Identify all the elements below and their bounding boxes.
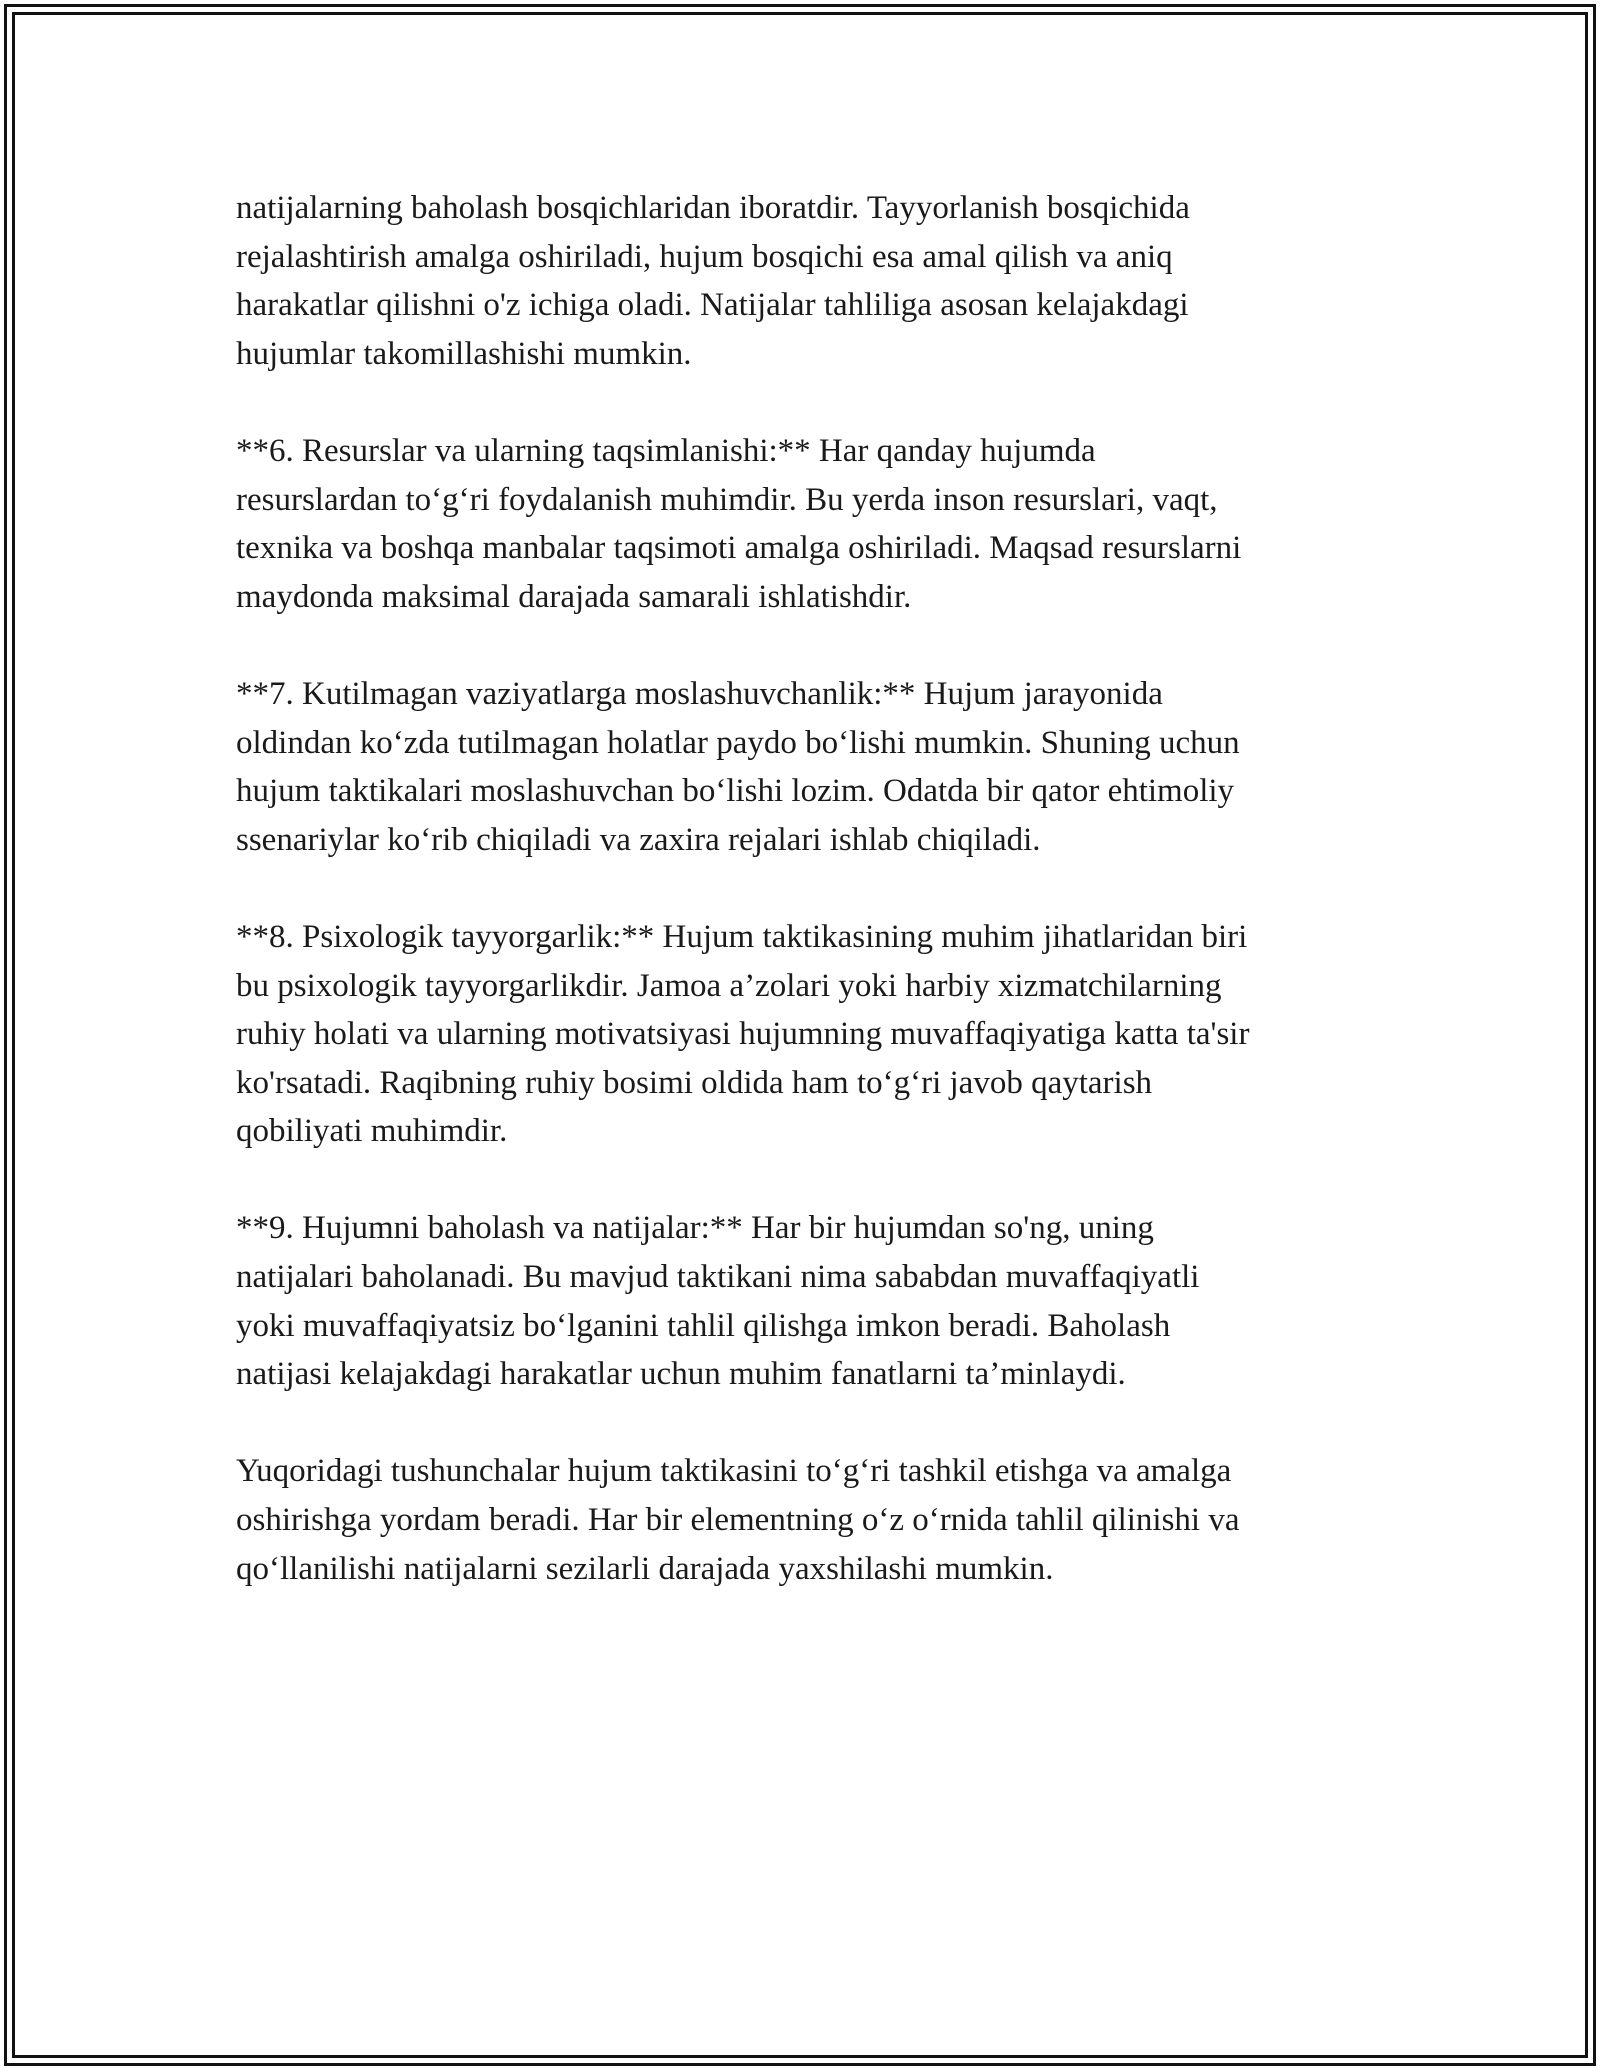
document-body (236, 184, 1366, 1642)
paragraph-continuation: natijalarning baholash bosqichlaridan iboratdir. Tayyorlanish bosqichida rejalashtirish amalga oshiriladi, hujum bosqichi esa amal qilish va aniq harakatlar qilishni o'z ichiga oladi. Natijalar tahliliga asosan kelajakdagi hujumlar takomillashishi mumkin. (236, 190, 1190, 372)
paragraph-attack-evaluation: **9. Hujumni baholash va natijalar:** Har bir hujumdan so'ng, uning natijalari baholanadi. Bu mavjud taktikani nima sababdan muvaffaqiyatli yoki muvaffaqiyatsiz bo‘lganini tahlil qilishga imkon beradi. Baholash natijasi kelajakdagi harakatlar uchun muhim fanatlarni ta’minlaydi. (236, 1210, 1200, 1393)
paragraph-psychological-readiness: **8. Psixologik tayyorgarlik:** Hujum taktikasining muhim jihatlaridan biri bu psixologik tayyorgarlikdir. Jamoa a’zolari yoki harbiy xizmatchilarning ruhiy holati va ularning motivatsiyasi hujumning muvaffaqiyatiga katta ta'sir ko'rsatadi. Raqibning ruhiy bosimi oldida ham to‘g‘ri javob qaytarish qobiliyati muhimdir. (236, 918, 1250, 1150)
paragraph-conclusion: Yuqoridagi tushunchalar hujum taktikasini to‘g‘ri tashkil etishga va amalga oshirishga yordam beradi. Har bir elementning o‘z o‘rnida tahlil qilinishi va qo‘llanilishi natijalarni sezilarli darajada yaxshilashi mumkin. (236, 1453, 1240, 1587)
paragraph-adaptability: **7. Kutilmagan vaziyatlarga moslashuvchanlik:** Hujum jarayonida oldindan ko‘zda tutilmagan holatlar paydo bo‘lishi mumkin. Shuning uchun hujum taktikalari moslashuvchan bo‘lishi lozim. Odatda bir qator ehtimoliy ssenariylar ko‘rib chiqiladi va zaxira rejalari ishlab chiqiladi. (236, 675, 1240, 858)
paragraph-resources: **6. Resurslar va ularning taqsimlanishi:** Har qanday hujumda resurslardan to‘g‘ri foydalanish muhimdir. Bu yerda inson resurslari, vaqt, texnika va boshqa manbalar taqsimoti amalga oshiriladi. Maqsad resurslarni maydonda maksimal darajada samarali ishlatishdir. (236, 432, 1242, 615)
